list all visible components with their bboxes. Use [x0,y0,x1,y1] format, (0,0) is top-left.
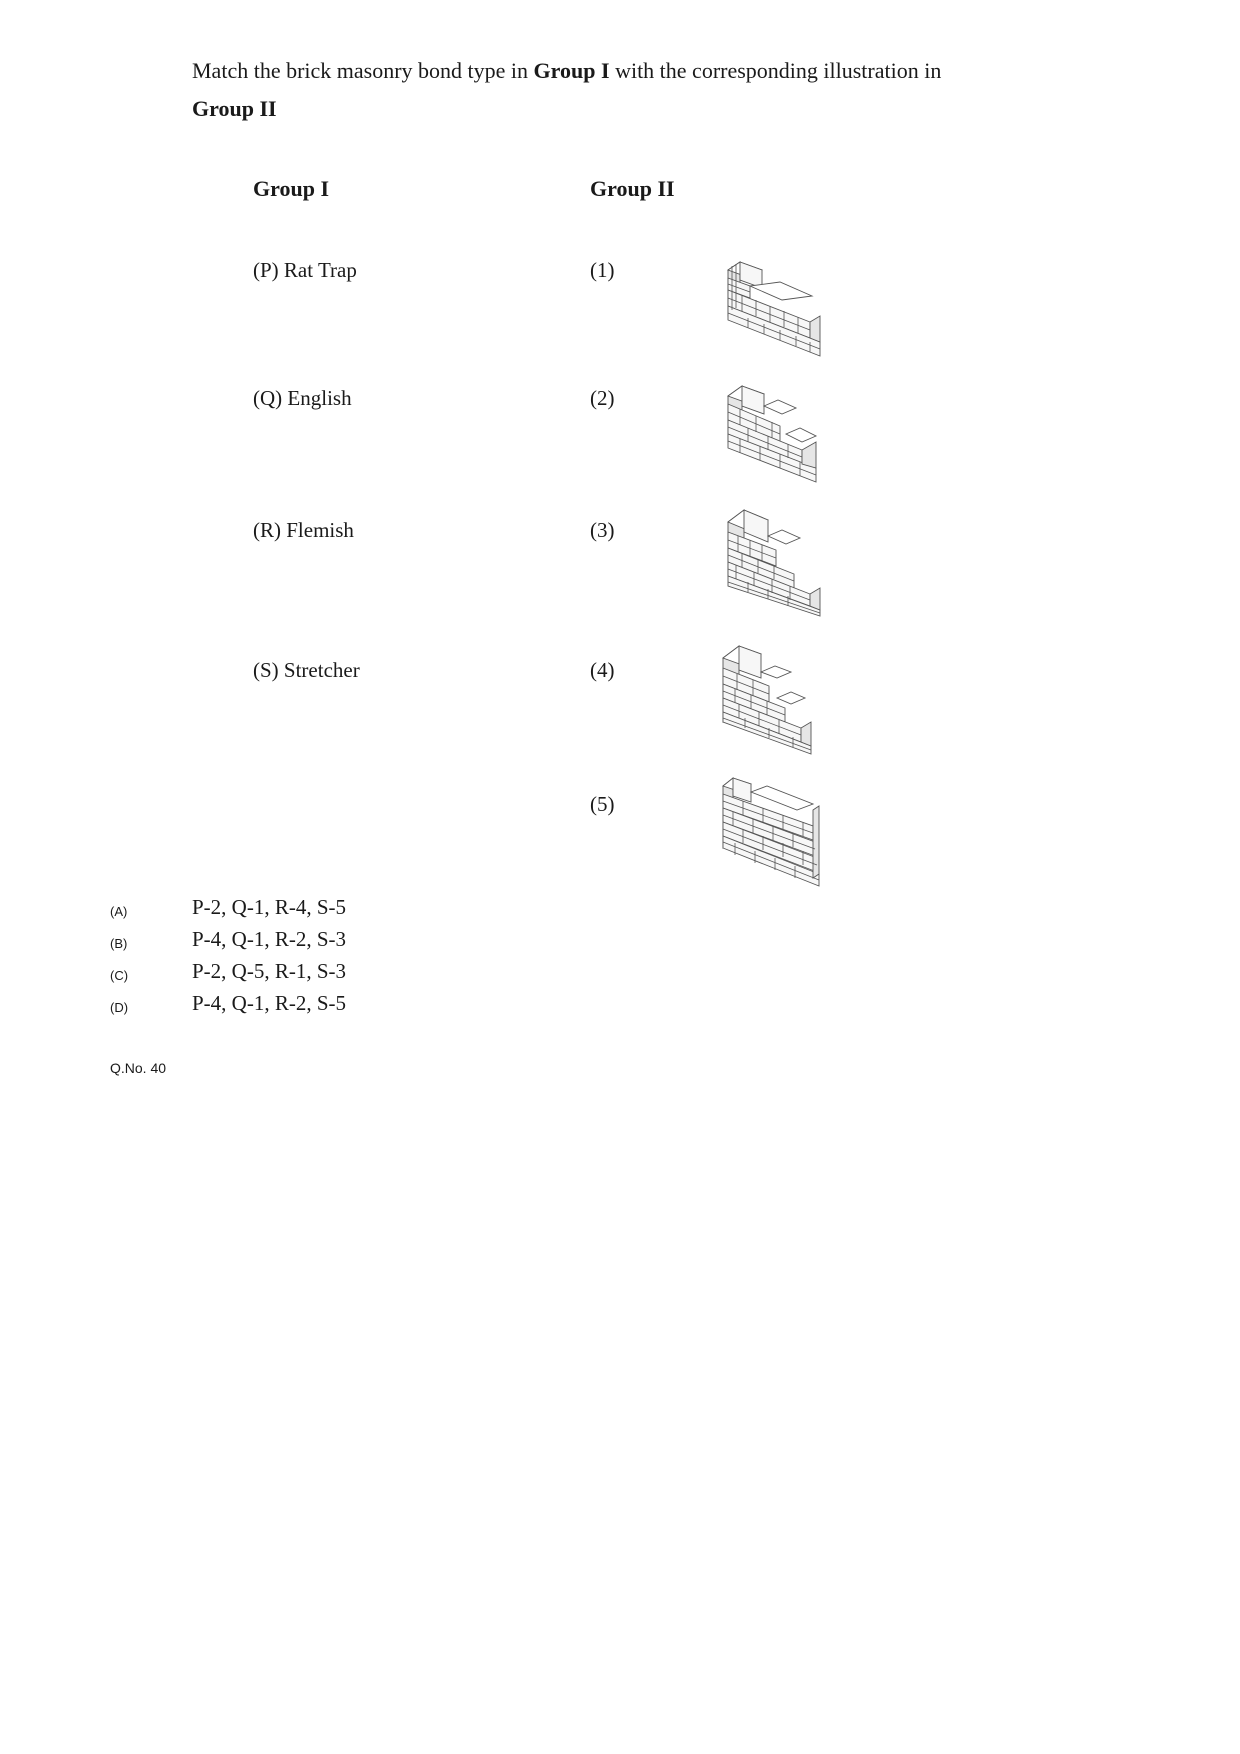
group-2-item-2: (2) [590,386,615,410]
group-1-item-r: (R) Flemish [253,518,354,542]
question-number: Q.No. 40 [110,1060,167,1076]
brick-wall-corner-figure-3 [720,492,830,617]
group-2-heading: Group II [590,176,675,201]
question-text [192,52,1012,128]
brick-wall-corner-figure-2 [720,362,830,487]
brick-wall-corner-figure-5 [715,764,825,889]
question-text-part-1: Match the brick masonry bond type in [192,58,534,83]
group-2-item-3: (3) [590,518,615,542]
question-text-part-2: with the corresponding illustration in [609,58,942,83]
group-1-item-q: (Q) English [253,386,352,410]
group-1-heading: Group I [253,176,330,201]
question-group-1-ref: Group I [533,58,610,83]
option-c-letter: (C) [110,968,129,983]
group-1-item-s: (S) Stretcher [253,658,360,682]
group-2-item-4: (4) [590,658,615,682]
question-group-2-ref: Group II [192,96,277,121]
option-b-text[interactable]: P-4, Q-1, R-2, S-3 [192,927,347,951]
brick-wall-corner-figure-1 [720,238,830,363]
group-1-item-p: (P) Rat Trap [253,258,357,282]
option-a-text[interactable]: P-2, Q-1, R-4, S-5 [192,895,347,919]
option-d-letter: (D) [110,1000,129,1015]
option-b-letter: (B) [110,936,128,951]
option-a-letter: (A) [110,904,128,919]
option-d-text[interactable]: P-4, Q-1, R-2, S-5 [192,991,347,1015]
option-c-text[interactable]: P-2, Q-5, R-1, S-3 [192,959,347,983]
group-2-item-1: (1) [590,258,615,282]
group-2-item-5: (5) [590,792,615,816]
brick-wall-corner-figure-4 [715,632,825,757]
